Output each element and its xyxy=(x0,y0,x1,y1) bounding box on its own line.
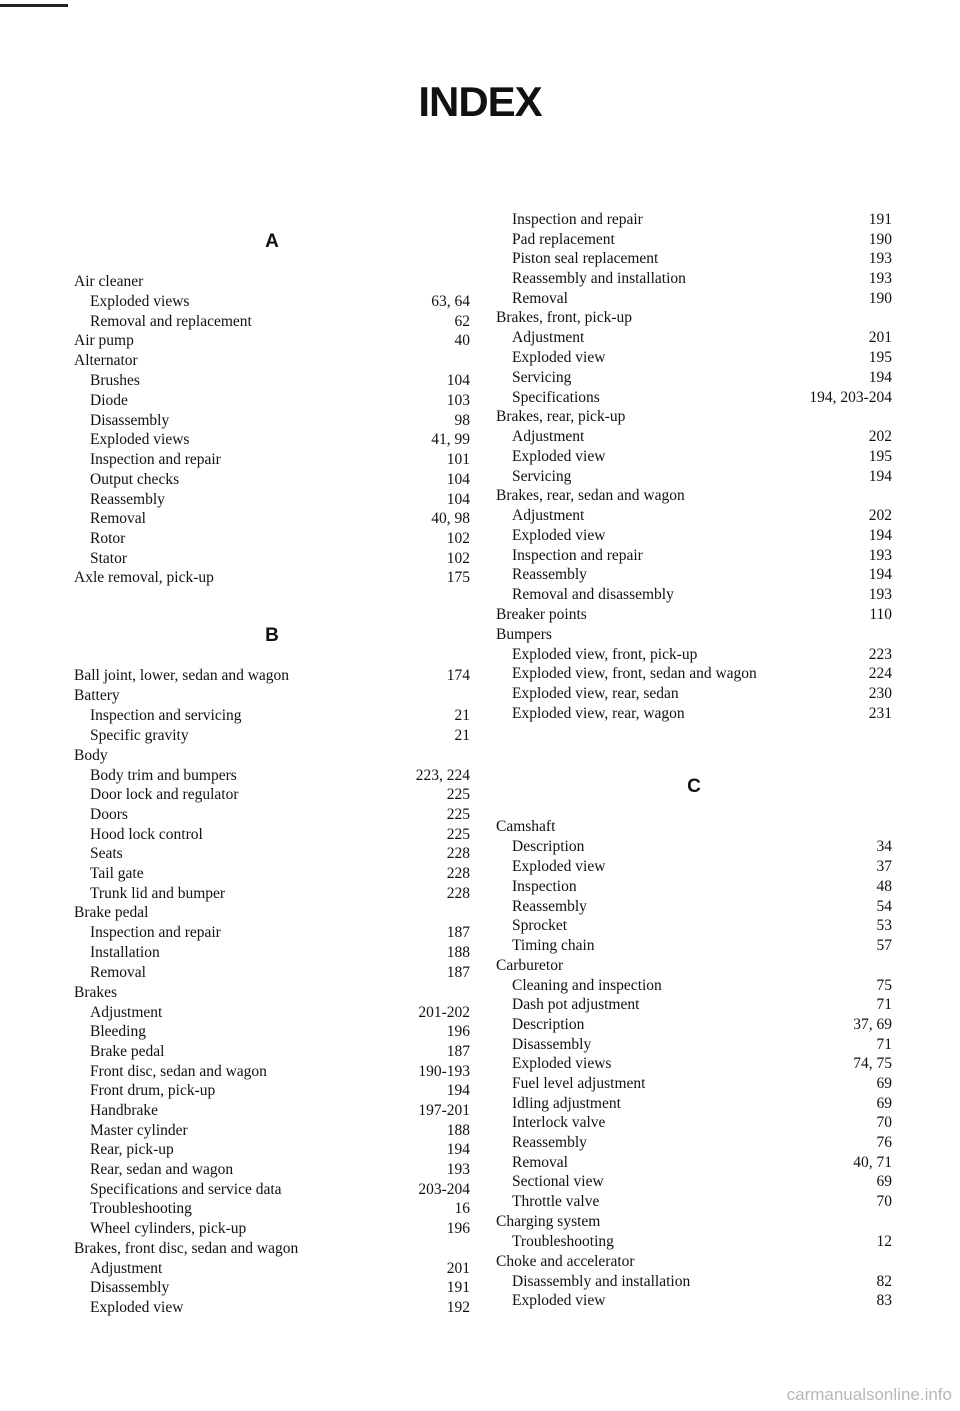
index-entry xyxy=(74,1298,470,1318)
entry-text: Removal xyxy=(90,510,146,528)
entry-page: 41, 99 xyxy=(431,431,470,449)
entry-page: 104 xyxy=(446,372,470,390)
entry-text: Disassembly and installation xyxy=(512,1272,691,1290)
entry-text: Alternator xyxy=(74,352,138,370)
entry-page: 194 xyxy=(868,368,892,386)
index-entry xyxy=(74,509,470,529)
entry-page: 193 xyxy=(868,270,892,288)
index-entry xyxy=(74,983,470,1003)
index-entry xyxy=(74,1081,470,1101)
entry-text: Timing chain xyxy=(512,936,595,954)
entry-text: Exploded view, front, sedan and wagon xyxy=(512,665,757,683)
entry-text: Reassembly xyxy=(512,566,587,584)
entry-page: 190 xyxy=(868,289,892,307)
index-entry xyxy=(496,230,892,250)
entry-text: Idling adjustment xyxy=(512,1094,621,1112)
entry-text: Specifications and service data xyxy=(90,1180,282,1198)
index-entry xyxy=(496,1094,892,1114)
entry-text: Output checks xyxy=(90,470,180,488)
index-entry xyxy=(74,1042,470,1062)
index-entry xyxy=(74,411,470,431)
entry-page: 104 xyxy=(446,490,470,508)
entry-text: Pad replacement xyxy=(512,230,615,248)
entry-page: 223 xyxy=(868,645,892,663)
index-entry xyxy=(74,1140,470,1160)
entry-text: Rear, sedan and wagon xyxy=(90,1161,234,1178)
entry-page: 21 xyxy=(454,707,470,725)
entry-text: Disassembly xyxy=(90,411,170,429)
entry-page: 223, 224 xyxy=(415,766,470,784)
index-entry xyxy=(496,210,892,230)
index-entry xyxy=(74,1003,470,1023)
entry-text: Specifications xyxy=(512,388,600,406)
index-entry xyxy=(496,585,892,605)
entry-page: 195 xyxy=(868,447,892,465)
entry-text: Trunk lid and bumper xyxy=(90,884,226,902)
entry-page: 69 xyxy=(876,1075,892,1092)
entry-page: 193 xyxy=(868,586,892,603)
section-spacer xyxy=(74,588,470,606)
entry-page: 63, 64 xyxy=(431,293,470,310)
entry-text: Brakes, front disc, sedan and wagon xyxy=(74,1239,299,1257)
entry-text: Brakes, rear, pick-up xyxy=(496,408,626,426)
entry-text: Sprocket xyxy=(512,917,568,935)
index-entry xyxy=(496,388,892,408)
entry-text: Inspection and repair xyxy=(90,924,221,942)
entry-page: 188 xyxy=(446,944,470,962)
entry-page: 225 xyxy=(446,825,470,843)
index-entry xyxy=(74,884,470,904)
entry-page: 187 xyxy=(446,924,470,942)
entry-text: Master cylinder xyxy=(90,1121,188,1139)
index-entry xyxy=(74,1278,470,1298)
entry-text: Sectional view xyxy=(512,1173,604,1191)
entry-text: Reassembly and installation xyxy=(512,270,686,288)
entry-text: Adjustment xyxy=(512,329,585,347)
index-entry xyxy=(496,1035,892,1055)
entry-text: Exploded view xyxy=(90,1299,184,1317)
index-entry xyxy=(74,864,470,884)
entry-page: 69 xyxy=(876,1094,892,1112)
index-entry xyxy=(74,1160,470,1180)
index-entry xyxy=(74,923,470,943)
entry-page: 82 xyxy=(876,1272,892,1290)
index-entry xyxy=(74,766,470,786)
entry-page: 201 xyxy=(868,329,892,347)
entry-page: 190 xyxy=(868,230,892,248)
index-entry xyxy=(496,1113,892,1133)
section-letter: A xyxy=(265,231,279,252)
index-entry xyxy=(74,272,470,292)
index-entry xyxy=(496,857,892,877)
entry-text: Handbrake xyxy=(90,1101,158,1119)
index-entry xyxy=(496,1192,892,1212)
section-letter: C xyxy=(687,776,701,798)
entry-text: Reassembly xyxy=(90,490,165,508)
entry-page: 193 xyxy=(868,250,892,268)
index-entry xyxy=(74,746,470,766)
entry-page: 71 xyxy=(876,996,892,1014)
entry-page: 74, 75 xyxy=(853,1055,892,1073)
index-entry xyxy=(496,704,892,724)
entry-page: 194 xyxy=(446,1141,470,1159)
entry-text: Description xyxy=(512,838,585,856)
index-entry xyxy=(496,1252,892,1272)
index-entry xyxy=(496,407,892,427)
entry-text: Air cleaner xyxy=(74,273,144,290)
index-entry xyxy=(496,936,892,956)
index-entry xyxy=(496,684,892,704)
entry-page: 191 xyxy=(446,1279,470,1297)
entry-text: Dash pot adjustment xyxy=(512,996,640,1014)
entry-page: 203-204 xyxy=(418,1180,470,1198)
page-title: INDEX xyxy=(418,78,542,125)
index-entry xyxy=(74,391,470,411)
entry-text: Inspection and servicing xyxy=(90,707,242,725)
entry-text: Tail gate xyxy=(90,865,144,883)
entry-text: Reassembly xyxy=(512,1134,587,1152)
entry-page: 228 xyxy=(446,865,470,883)
index-entry xyxy=(74,1062,470,1082)
index-entry xyxy=(74,450,470,470)
index-entry xyxy=(496,1054,892,1074)
index-entry xyxy=(74,470,470,490)
entry-text: Rotor xyxy=(90,529,126,547)
entry-page: 70 xyxy=(876,1193,892,1211)
index-entry xyxy=(496,1074,892,1094)
entry-page: 224 xyxy=(868,665,892,683)
entry-text: Wheel cylinders, pick-up xyxy=(90,1220,247,1238)
entry-text: Removal and disassembly xyxy=(512,586,674,603)
entry-page: 231 xyxy=(868,704,892,722)
entry-text: Adjustment xyxy=(512,507,585,525)
entry-text: Inspection and repair xyxy=(512,546,643,564)
entry-page: 197-201 xyxy=(418,1101,470,1119)
entry-text: Inspection and repair xyxy=(90,451,221,469)
entry-page: 187 xyxy=(446,1042,470,1060)
index-entry xyxy=(496,817,892,837)
index-entry xyxy=(496,565,892,585)
entry-page: 196 xyxy=(446,1023,470,1041)
index-entry xyxy=(496,605,892,625)
entry-text: Fuel level adjustment xyxy=(512,1075,646,1092)
entry-text: Servicing xyxy=(512,467,572,485)
entry-page: 71 xyxy=(876,1035,892,1053)
entry-page: 202 xyxy=(868,507,892,525)
index-entry xyxy=(496,897,892,917)
entry-text: Brakes, front, pick-up xyxy=(496,309,633,327)
index-entry xyxy=(74,529,470,549)
entry-page: 193 xyxy=(446,1161,470,1178)
index-entry xyxy=(496,625,892,645)
entry-text: Carburetor xyxy=(496,956,564,974)
index-column-left xyxy=(74,212,470,1318)
index-entry xyxy=(74,1180,470,1200)
index-entry xyxy=(496,645,892,665)
entry-text: Exploded view, rear, wagon xyxy=(512,704,685,722)
entry-page: 21 xyxy=(454,726,470,744)
section-spacer xyxy=(496,723,892,757)
entry-text: Body xyxy=(74,746,108,764)
entry-page: 228 xyxy=(446,845,470,863)
entry-text: Stator xyxy=(90,549,128,567)
index-entry xyxy=(74,706,470,726)
index-entry xyxy=(496,956,892,976)
entry-page: 225 xyxy=(446,786,470,804)
index-entry xyxy=(74,943,470,963)
entry-page: 102 xyxy=(446,529,470,547)
entry-text: Exploded view xyxy=(512,858,606,876)
entry-page: 193 xyxy=(868,546,892,564)
entry-page: 62 xyxy=(454,312,470,330)
entry-page: 40 xyxy=(454,332,470,350)
entry-page: 174 xyxy=(446,667,470,685)
entry-text: Doors xyxy=(90,806,128,823)
entry-text: Servicing xyxy=(512,368,572,386)
entry-page: 104 xyxy=(446,470,470,488)
index-entry xyxy=(74,666,470,686)
entry-page: 230 xyxy=(868,685,892,703)
entry-page: 194 xyxy=(868,467,892,485)
entry-page: 188 xyxy=(446,1121,470,1139)
index-entry xyxy=(496,526,892,546)
entry-text: Brake pedal xyxy=(74,904,149,922)
index-entry xyxy=(74,430,470,450)
index-entry xyxy=(74,844,470,864)
entry-page: 16 xyxy=(454,1200,470,1218)
entry-text: Piston seal replacement xyxy=(512,250,659,268)
entry-page: 70 xyxy=(876,1114,892,1132)
entry-page: 57 xyxy=(876,936,892,954)
entry-text: Door lock and regulator xyxy=(90,786,239,804)
entry-page: 195 xyxy=(868,349,892,367)
entry-text: Disassembly xyxy=(90,1279,170,1297)
index-entry xyxy=(74,568,470,588)
entry-text: Brakes xyxy=(74,983,118,1001)
index-entry xyxy=(74,1199,470,1219)
index-entry xyxy=(74,686,470,706)
entry-page: 192 xyxy=(446,1299,470,1317)
index-entry xyxy=(74,1239,470,1259)
index-entry xyxy=(496,976,892,996)
index-entry xyxy=(496,1172,892,1192)
entry-page: 201 xyxy=(446,1259,470,1277)
entry-page: 225 xyxy=(446,806,470,823)
entry-text: Front drum, pick-up xyxy=(90,1082,216,1100)
entry-text: Specific gravity xyxy=(90,726,189,744)
index-entry xyxy=(496,1133,892,1153)
index-entry xyxy=(74,331,470,351)
entry-text: Exploded views xyxy=(90,431,190,449)
index-entry xyxy=(496,269,892,289)
entry-text: Brakes, rear, sedan and wagon xyxy=(496,487,685,505)
index-entry xyxy=(496,249,892,269)
entry-page: 194 xyxy=(446,1082,470,1100)
index-entry xyxy=(496,348,892,368)
entry-page: 34 xyxy=(876,838,892,856)
index-entry xyxy=(74,726,470,746)
entry-page: 53 xyxy=(876,917,892,935)
entry-page: 37, 69 xyxy=(853,1015,892,1033)
entry-text: Adjustment xyxy=(90,1259,163,1277)
entry-page: 190-193 xyxy=(418,1062,470,1080)
index-entry xyxy=(74,1101,470,1121)
index-entry xyxy=(496,486,892,506)
index-entry xyxy=(496,506,892,526)
entry-text: Bumpers xyxy=(496,625,552,643)
index-entry xyxy=(74,825,470,845)
entry-page: 40, 98 xyxy=(431,510,470,528)
entry-text: Battery xyxy=(74,687,120,705)
entry-text: Exploded view xyxy=(512,1292,606,1310)
index-entry xyxy=(74,805,470,825)
entry-text: Troubleshooting xyxy=(90,1200,192,1218)
entry-page: 101 xyxy=(446,451,470,469)
index-entry xyxy=(74,1259,470,1279)
entry-text: Air pump xyxy=(74,332,134,350)
index-entry xyxy=(74,312,470,332)
entry-text: Disassembly xyxy=(512,1035,592,1053)
entry-page: 75 xyxy=(876,976,892,994)
entry-text: Exploded views xyxy=(512,1055,612,1073)
index-entry xyxy=(496,308,892,328)
entry-page: 202 xyxy=(868,428,892,446)
entry-text: Exploded view xyxy=(512,526,606,544)
entry-page: 102 xyxy=(446,549,470,567)
index-entry xyxy=(74,292,470,312)
entry-page: 48 xyxy=(876,877,892,895)
entry-text: Throttle valve xyxy=(512,1193,600,1211)
index-entry xyxy=(74,549,470,569)
entry-text: Seats xyxy=(90,845,123,863)
entry-text: Charging system xyxy=(496,1212,601,1230)
index-entry xyxy=(496,995,892,1015)
entry-text: Exploded view, front, pick-up xyxy=(512,645,698,663)
entry-text: Installation xyxy=(90,944,160,962)
index-entry xyxy=(74,903,470,923)
entry-page: 194, 203-204 xyxy=(809,388,892,406)
entry-text: Removal xyxy=(90,963,146,981)
index-entry xyxy=(496,1153,892,1173)
index-entry xyxy=(74,785,470,805)
entry-page: 69 xyxy=(876,1173,892,1191)
index-entry xyxy=(496,447,892,467)
entry-page: 194 xyxy=(868,526,892,544)
index-entry xyxy=(74,490,470,510)
entry-text: Adjustment xyxy=(512,428,585,446)
entry-text: Interlock valve xyxy=(512,1114,606,1132)
entry-text: Hood lock control xyxy=(90,825,203,843)
entry-page: 110 xyxy=(869,605,892,623)
section-letter: B xyxy=(265,625,279,647)
entry-page: 194 xyxy=(868,566,892,584)
entry-text: Body trim and bumpers xyxy=(90,766,237,784)
entry-text: Diode xyxy=(90,392,128,410)
entry-text: Bleeding xyxy=(90,1023,146,1041)
entry-page: 83 xyxy=(876,1292,892,1310)
entry-text: Choke and accelerator xyxy=(496,1252,635,1270)
entry-page: 98 xyxy=(454,411,470,429)
entry-text: Exploded view xyxy=(512,447,606,465)
index-column-right xyxy=(496,210,892,1311)
entry-text: Axle removal, pick-up xyxy=(74,569,214,587)
entry-text: Brushes xyxy=(90,372,140,390)
index-entry xyxy=(496,877,892,897)
entry-page: 228 xyxy=(446,884,470,902)
watermark: carmanualsonline.info xyxy=(786,1385,952,1404)
entry-page: 191 xyxy=(868,211,892,228)
entry-text: Troubleshooting xyxy=(512,1232,614,1250)
index-entry xyxy=(74,351,470,371)
entry-text: Exploded view xyxy=(512,349,606,367)
index-entry xyxy=(496,916,892,936)
index-entry xyxy=(496,368,892,388)
entry-text: Breaker points xyxy=(496,605,587,623)
entry-text: Brake pedal xyxy=(90,1042,165,1060)
entry-page: 40, 71 xyxy=(853,1153,892,1171)
index-entry xyxy=(496,467,892,487)
entry-page: 187 xyxy=(446,963,470,981)
index-entry xyxy=(74,1121,470,1141)
index-entry xyxy=(496,837,892,857)
entry-text: Exploded views xyxy=(90,293,190,310)
scan-edge-line xyxy=(0,4,68,7)
entry-page: 103 xyxy=(446,392,470,410)
index-entry xyxy=(74,371,470,391)
entry-text: Front disc, sedan and wagon xyxy=(90,1062,267,1080)
index-entry xyxy=(496,1272,892,1292)
entry-text: Description xyxy=(512,1015,585,1033)
index-entry xyxy=(496,1291,892,1311)
index-entry xyxy=(74,1022,470,1042)
entry-text: Reassembly xyxy=(512,897,587,915)
entry-text: Inspection and repair xyxy=(512,211,643,228)
index-entry xyxy=(496,427,892,447)
entry-text: Removal and replacement xyxy=(90,312,252,330)
entry-page: 175 xyxy=(446,569,470,587)
index-entry xyxy=(496,1212,892,1232)
entry-text: Camshaft xyxy=(496,818,556,836)
entry-page: 201-202 xyxy=(418,1003,470,1021)
index-entry xyxy=(496,328,892,348)
index-entry xyxy=(496,1232,892,1252)
entry-page: 37 xyxy=(876,858,892,876)
entry-page: 54 xyxy=(876,897,892,915)
index-entry xyxy=(496,289,892,309)
entry-text: Rear, pick-up xyxy=(90,1141,174,1159)
entry-page: 76 xyxy=(876,1134,892,1152)
entry-text: Adjustment xyxy=(90,1003,163,1021)
index-entry xyxy=(74,1219,470,1239)
entry-text: Removal xyxy=(512,289,568,307)
entry-text: Removal xyxy=(512,1153,568,1171)
index-entry xyxy=(74,963,470,983)
entry-text: Cleaning and inspection xyxy=(512,976,662,994)
entry-text: Inspection xyxy=(512,877,577,895)
entry-text: Exploded view, rear, sedan xyxy=(512,685,679,703)
index-entry xyxy=(496,546,892,566)
index-entry xyxy=(496,664,892,684)
entry-page: 196 xyxy=(446,1220,470,1238)
index-entry xyxy=(496,1015,892,1035)
entry-page: 12 xyxy=(876,1232,892,1250)
entry-text: Ball joint, lower, sedan and wagon xyxy=(74,667,290,685)
